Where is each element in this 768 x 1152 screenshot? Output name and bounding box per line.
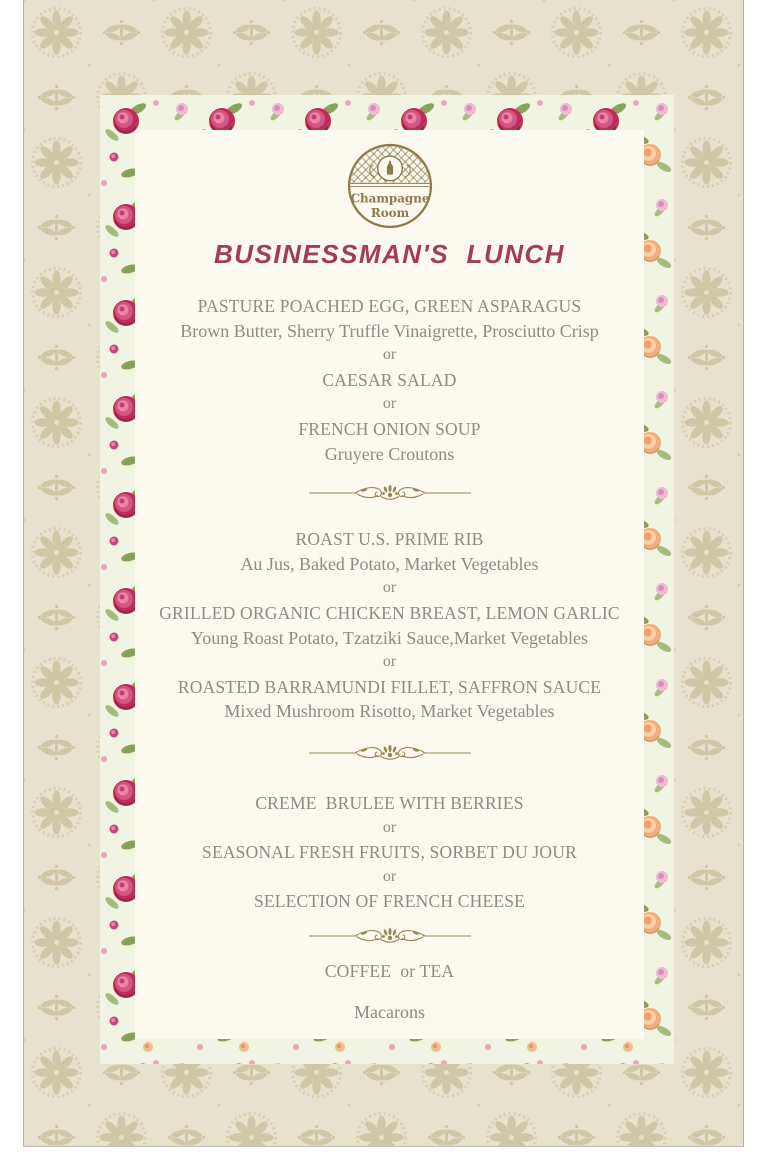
main-item-2-desc: Young Roast Potato, Tzatziki Sauce,Market Vegetables (191, 627, 588, 648)
ornamental-divider (305, 925, 475, 947)
dessert-item-3: SELECTION OF FRENCH CHEESE (253, 891, 526, 912)
mains-section (135, 527, 644, 724)
ornamental-divider (305, 482, 475, 504)
logo-text-line1: Champagne (350, 191, 429, 206)
coffee-or-tea-item: COFFEE or TEA (324, 960, 455, 981)
or-separator: or (382, 579, 397, 597)
or-separator: or (382, 818, 397, 836)
main-item-3-desc: Mixed Mushroom Risotto, Market Vegetables (224, 701, 555, 722)
or-separator: or (382, 653, 397, 671)
starter-item-3-desc: Gruyere Croutons (324, 443, 455, 464)
starters-section (135, 294, 644, 466)
starter-item-1-desc: Brown Butter, Sherry Truffle Vinaigrette, Prosciutto Crisp (180, 320, 599, 341)
main-item-2: GRILLED ORGANIC CHICKEN BREAST, LEMON GARLIC (159, 602, 620, 623)
starter-item-2: CAESAR SALAD (322, 369, 457, 390)
or-separator: or (382, 346, 397, 364)
macarons-item: Macarons (354, 1002, 425, 1023)
main-item-1: ROAST U.S. PRIME RIB (295, 529, 484, 550)
main-item-3: ROASTED BARRAMUNDI FILLET, SAFFRON SAUCE (177, 676, 602, 697)
ornamental-divider (305, 742, 475, 764)
starter-item-3: FRENCH ONION SOUP (298, 418, 481, 439)
dessert-item-1: CREME BRULEE WITH BERRIES (255, 792, 524, 813)
main-item-1-desc: Au Jus, Baked Potato, Market Vegetables (240, 553, 539, 574)
or-separator: or (382, 395, 397, 413)
menu-title: BUSINESSMAN'S LUNCH (213, 239, 566, 269)
or-separator: or (382, 867, 397, 885)
menu-card (135, 130, 644, 1039)
dessert-item-2: SEASONAL FRESH FRUITS, SORBET DU JOUR (202, 842, 577, 863)
logo-text-line2: Room (370, 205, 409, 220)
starter-item-1: PASTURE POACHED EGG, GREEN ASPARAGUS (197, 296, 582, 316)
desserts-section (135, 791, 644, 914)
champagne-room-logo (346, 142, 434, 230)
